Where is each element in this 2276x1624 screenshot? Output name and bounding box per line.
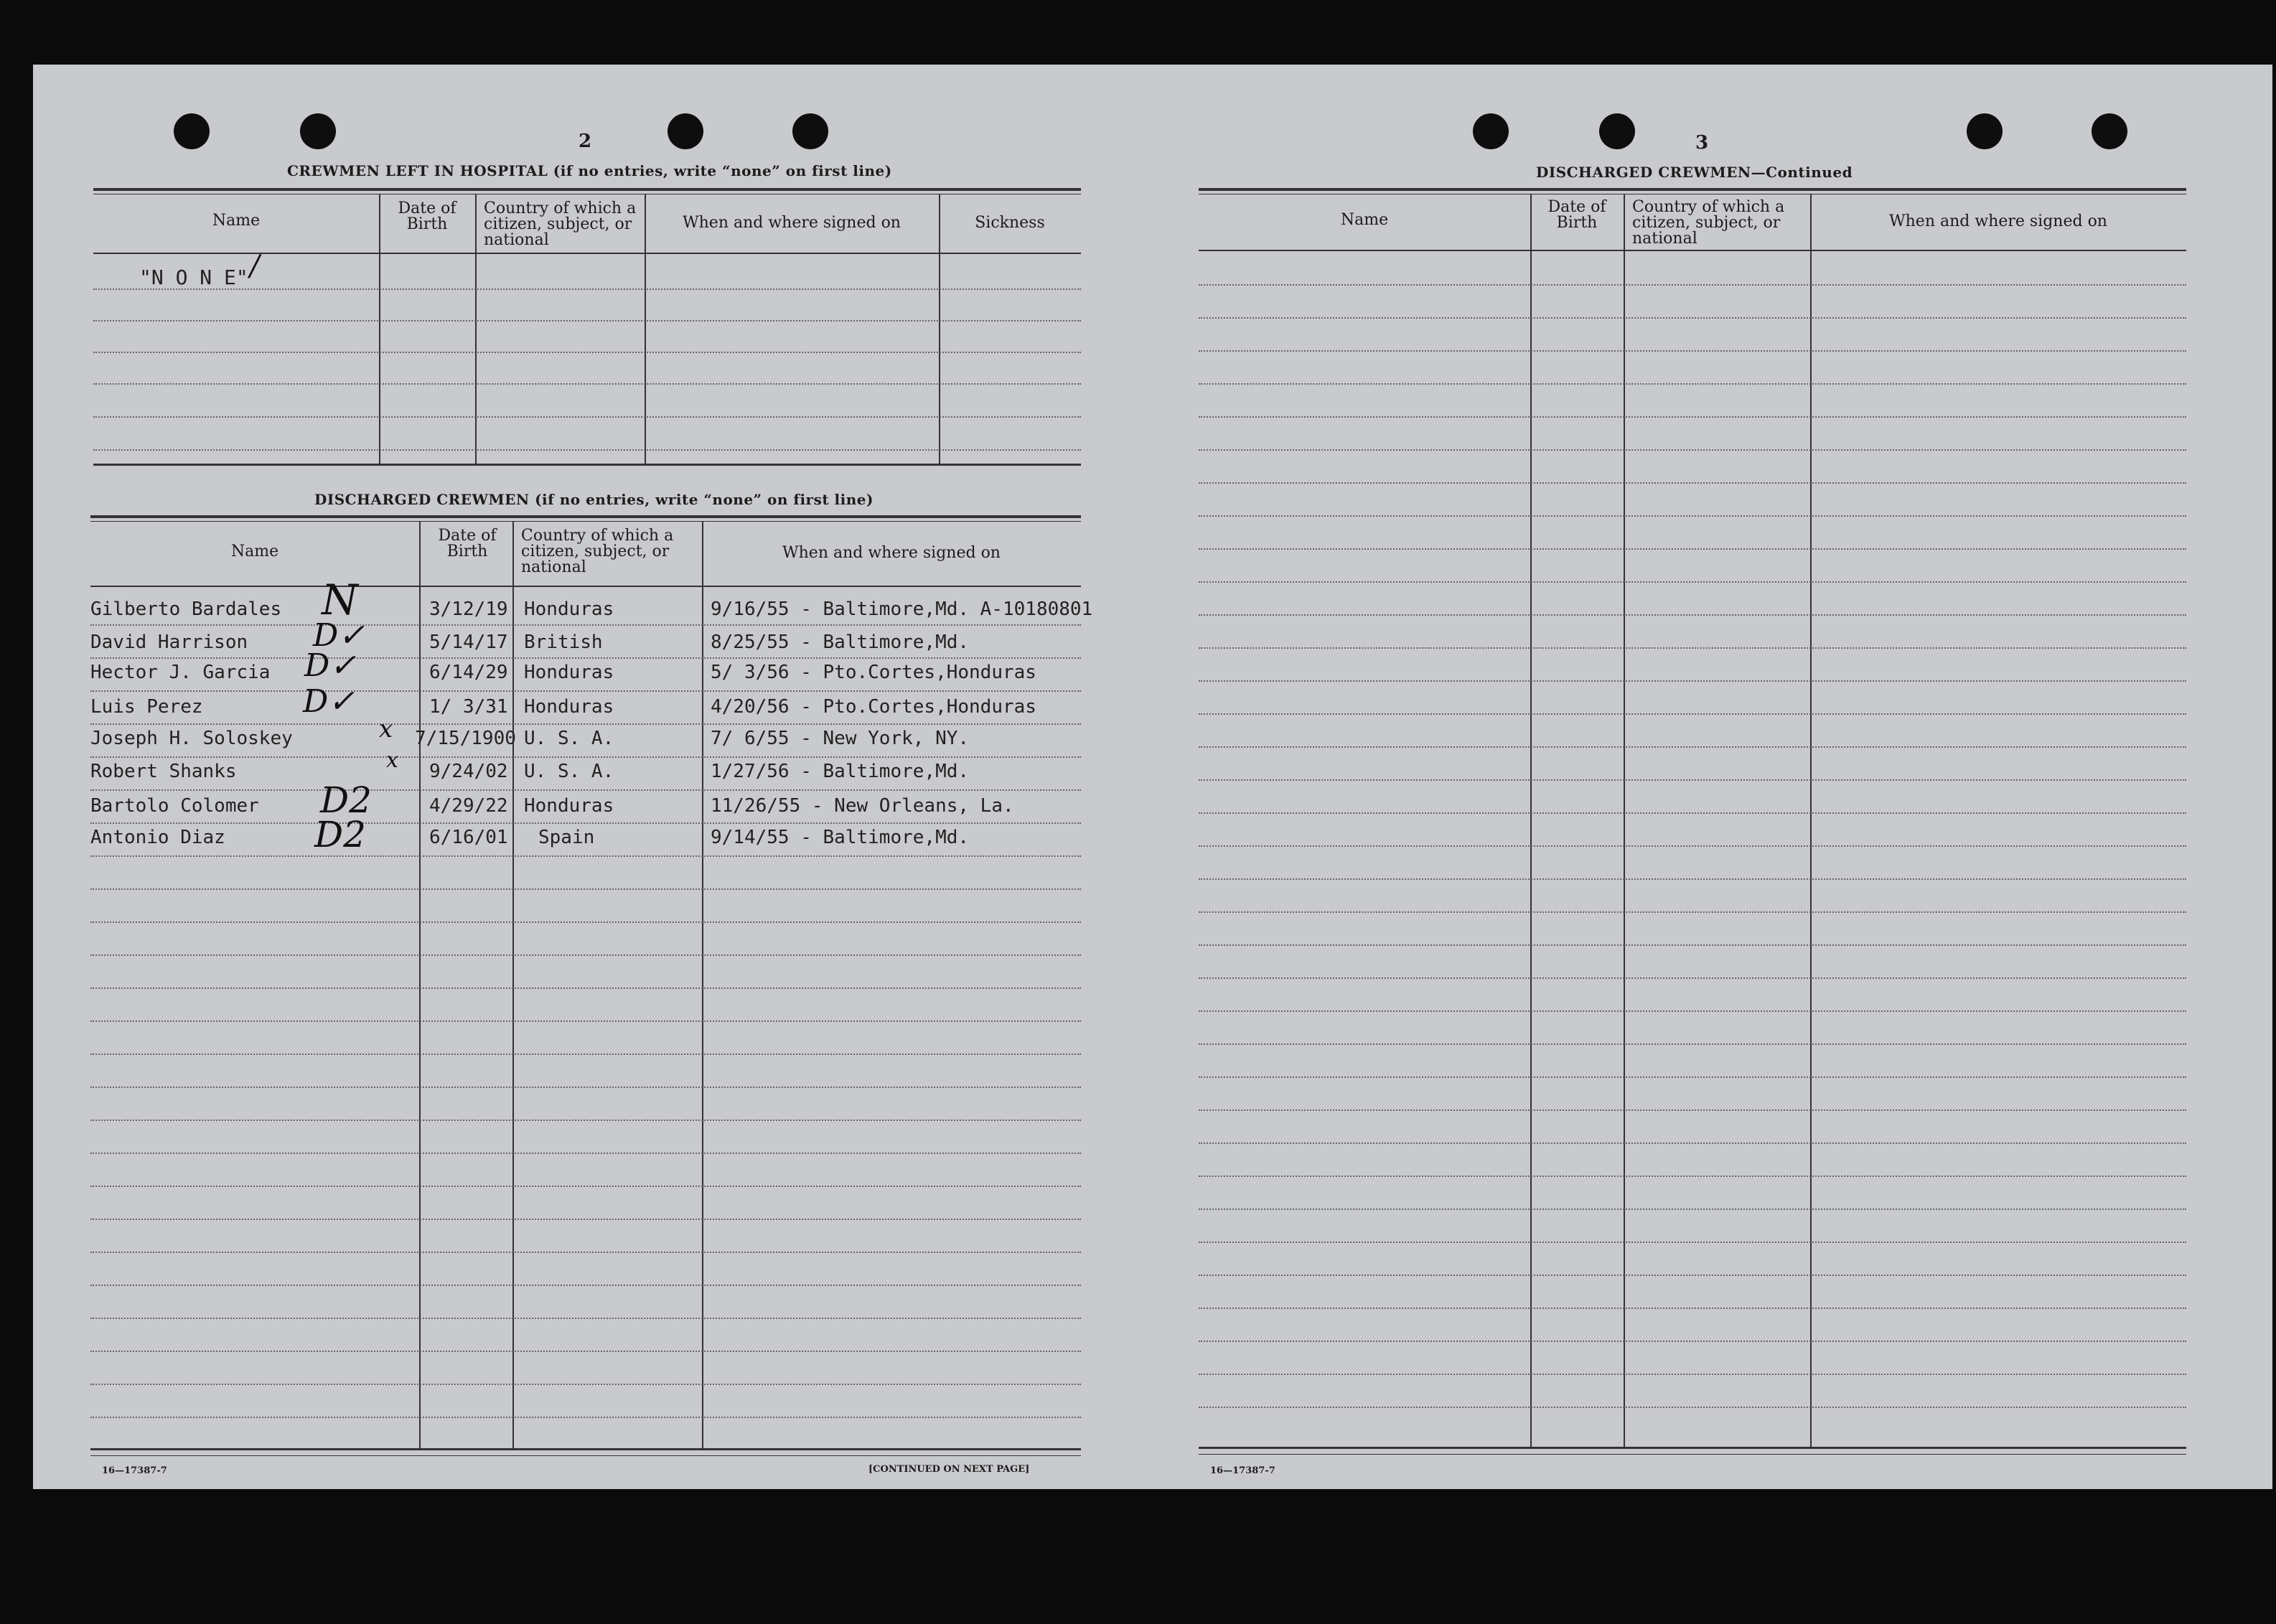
handwritten-mark: x <box>386 748 398 773</box>
discharged-section-title: DISCHARGED CREWMEN (if no entries, write “none” on first line) <box>314 491 874 508</box>
discharged-header-country: Country of which a citizen, subject, or national <box>521 527 674 576</box>
crew-signed-on: 9/16/55 - Baltimore,Md. A-10180801 <box>711 599 1093 620</box>
continued-note: [CONTINUED ON NEXT PAGE] <box>868 1464 1030 1475</box>
crew-name: Luis Perez <box>90 696 203 718</box>
continued-top-rule <box>1199 188 2186 191</box>
discharged-top-rule <box>90 515 1081 518</box>
crew-name: Joseph H. Soloskey <box>90 728 293 749</box>
crew-dob: 7/15/1900 <box>415 728 516 749</box>
crew-dob: 3/12/19 <box>429 599 508 620</box>
handwritten-mark: N <box>322 576 358 624</box>
handwritten-mark: D✓ <box>304 647 357 684</box>
crew-dob: 1/ 3/31 <box>429 696 508 718</box>
handwritten-mark: D✓ <box>313 617 365 654</box>
crew-name: Bartolo Colomer <box>90 795 259 817</box>
page-number: 2 <box>579 131 592 152</box>
crew-name: Gilberto Bardales <box>90 599 282 620</box>
hospital-header-signed: When and where signed on <box>683 214 901 232</box>
crew-signed-on: 11/26/55 - New Orleans, La. <box>711 795 1014 817</box>
handwritten-mark: D✓ <box>303 683 355 720</box>
continued-header-country: Country of which a citizen, subject, or national <box>1632 198 1785 248</box>
crew-country: British <box>524 632 603 653</box>
punch-hole <box>2092 113 2127 149</box>
crew-country: U. S. A. <box>524 761 614 782</box>
document-sheet <box>33 65 2272 1489</box>
check-mark: / <box>250 250 260 283</box>
crew-dob: 6/14/29 <box>429 662 508 683</box>
crew-name: Hector J. Garcia <box>90 662 271 683</box>
handwritten-mark: D2 <box>320 779 372 821</box>
crew-signed-on: 8/25/55 - Baltimore,Md. <box>711 632 970 653</box>
handwritten-mark: x <box>379 715 393 743</box>
crew-signed-on: 7/ 6/55 - New York, NY. <box>711 728 970 749</box>
crew-dob: 9/24/02 <box>429 761 508 782</box>
crew-country: Honduras <box>524 662 614 683</box>
form-number: 16—17387-7 <box>102 1465 167 1476</box>
hospital-header-dob: Date of Birth <box>398 200 456 233</box>
handwritten-mark: D2 <box>314 814 366 855</box>
crew-country: Honduras <box>524 696 614 718</box>
continued-header-name: Name <box>1340 211 1389 229</box>
punch-hole <box>1599 113 1635 149</box>
punch-hole <box>300 113 336 149</box>
page-3 <box>1153 65 2272 1489</box>
discharged-header-signed: When and where signed on <box>782 544 1001 562</box>
crew-signed-on: 5/ 3/56 - Pto.Cortes,Honduras <box>711 662 1036 683</box>
hospital-header-sickness: Sickness <box>975 214 1045 232</box>
crew-dob: 5/14/17 <box>429 632 508 653</box>
punch-hole <box>174 113 210 149</box>
crew-country: U. S. A. <box>524 728 614 749</box>
form-number: 16—17387-7 <box>1210 1465 1275 1476</box>
crew-dob: 6/16/01 <box>429 827 508 848</box>
punch-hole <box>1473 113 1509 149</box>
punch-hole <box>792 113 828 149</box>
hospital-entry-none: "N O N E" <box>139 266 248 289</box>
punch-hole <box>1967 113 2003 149</box>
crew-name: David Harrison <box>90 632 248 653</box>
crew-signed-on: 4/20/56 - Pto.Cortes,Honduras <box>711 696 1036 718</box>
discharged-continued-title: DISCHARGED CREWMEN—Continued <box>1536 164 1853 181</box>
continued-header-signed: When and where signed on <box>1889 212 2107 230</box>
page-2 <box>33 65 1153 1489</box>
crew-country: Honduras <box>524 599 614 620</box>
crew-dob: 4/29/22 <box>429 795 508 817</box>
crew-name: Antonio Diaz <box>90 827 225 848</box>
discharged-header-dob: Date of Birth <box>438 527 497 560</box>
hospital-top-rule <box>93 188 1081 191</box>
punch-hole <box>668 113 703 149</box>
hospital-header-country: Country of which a citizen, subject, or national <box>484 200 637 249</box>
continued-header-dob: Date of Birth <box>1547 198 1606 232</box>
crew-signed-on: 1/27/56 - Baltimore,Md. <box>711 761 970 782</box>
page-number: 3 <box>1695 132 1709 154</box>
crew-country: Spain <box>538 827 595 848</box>
hospital-header-name: Name <box>212 212 261 230</box>
crew-country: Honduras <box>524 795 614 817</box>
crew-signed-on: 9/14/55 - Baltimore,Md. <box>711 827 970 848</box>
hospital-section-title: CREWMEN LEFT IN HOSPITAL (if no entries, write “none” on first line) <box>287 162 892 179</box>
crew-name: Robert Shanks <box>90 761 237 782</box>
discharged-header-name: Name <box>230 543 279 560</box>
